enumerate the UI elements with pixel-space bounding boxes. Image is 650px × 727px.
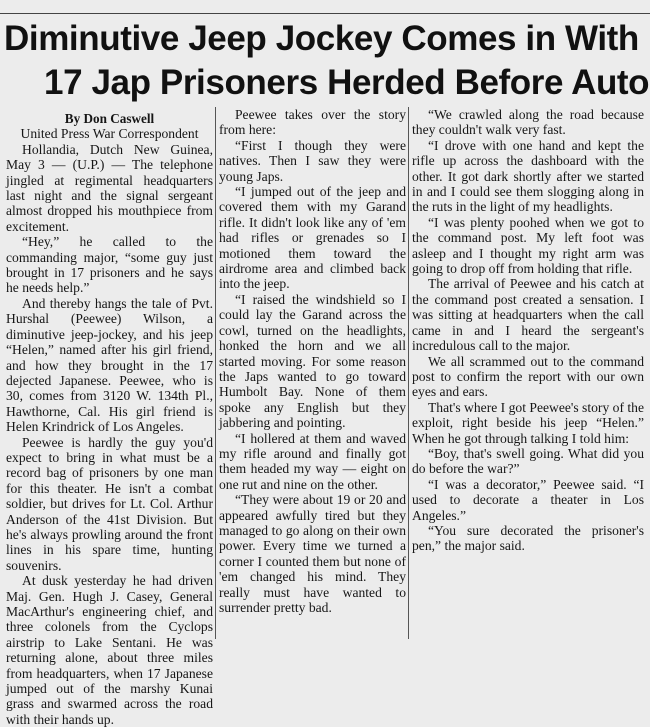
paragraph: “We crawled along the road because they couldn't walk very fast. — [412, 107, 644, 138]
article-column-2 — [219, 107, 406, 639]
paragraph: “I hollered at them and waved my rifle around and finally got them headed my way — eight on one rut and nine on the other. — [219, 430, 406, 492]
paragraph: “I raised the windshield so I could lay the Garand across the cowl, turned on the headlights, honked the horn and we all started moving. For some reason the Japs wanted to go toward Humbolt Bay. None of them spoke any English but they jabbering and pointing. — [219, 291, 406, 431]
column-divider — [408, 107, 409, 639]
paragraph: “First I though they were natives. Then I saw they were young Japs. — [219, 137, 406, 184]
headline-line-1: Diminutive Jeep Jockey Comes in With — [4, 19, 639, 58]
article-column-3 — [412, 107, 644, 639]
paragraph: “I was a decorator,” Peewee said. “I used to decorate a theater in Los Angeles.” — [412, 476, 644, 523]
article-column-1 — [6, 107, 213, 727]
byline: By Don Caswell — [64, 111, 155, 126]
paragraph: Hollandia, Dutch New Guinea, May 3 — (U.P.) — The telephone jingled at regimental headquarters last night and the signal sergeant almost dropped his mouthpiece from excitement. — [6, 141, 213, 234]
paragraph: Peewee takes over the story from here: — [219, 107, 406, 138]
article-body — [0, 107, 650, 727]
paragraph: At dusk yesterday he had driven Maj. Gen. Hugh J. Casey, General MacArthur's engineering chief, and three colonels from the Cyclops airstrip to Lake Sentani. He was returning alone, about three miles from headquarters, when 17 Japanese jumped out of the marshy Kunai grass and swarmed across the road with their hands up. — [6, 573, 213, 727]
column-divider — [215, 107, 216, 639]
paragraph: The arrival of Peewee and his catch at the command post created a sensation. I was sitting at headquarters when the call came in and I heard the sergeant's incredulous call to the major. — [412, 276, 644, 354]
paragraph: “Hey,” he called to the commanding major, “some guy just brought in 17 prisoners and he says he needs help.” — [6, 234, 213, 296]
paragraph: We all scrammed out to the command post to confirm the report with our own eyes and ears. — [412, 353, 644, 400]
paragraph: “I jumped out of the jeep and covered them with my Garand rifle. It didn't look like any of 'em had rifles or grenades so I motioned them toward the airdrome area and climbed back into the jeep. — [219, 184, 406, 292]
paragraph: “They were about 19 or 20 and appeared awfully tired but they managed to go along on their own power. Every time we turned a corner I counted them but none of 'em changed his mind. They really must have wanted to surrender pretty bad. — [219, 492, 406, 615]
headline-line-2: 17 Jap Prisoners Herded Before Auto — [44, 63, 650, 102]
headline — [0, 17, 650, 105]
paragraph: That's where I got Peewee's story of the exploit, right beside his jeep “Helen.” When he got through talking I told him: — [412, 399, 644, 446]
paragraph: “I drove with one hand and kept the rifle up across the dashboard with the other. It got dark shortly after we started in and I could see them slogging along in the ruts in the light of my headlights. — [412, 137, 644, 215]
agency-credit: United Press War Correspondent — [20, 126, 199, 142]
paragraph: “I was plenty poohed when we got to the command post. My left foot was asleep and I thought my right arm was going to drop off from holding that rifle. — [412, 214, 644, 277]
masthead-strip — [0, 0, 650, 14]
paragraph: And thereby hangs the tale of Pvt. Hurshal (Peewee) Wilson, a diminutive jeep-jockey, and his jeep “Helen,” named after his girl friend, and how they brought in the 17 dejected Japanese. Peewee, who is 30, comes from 3120 W. 134th Pl., Hawthorne, Cal. His girl friend is Helen Krindrick of Los Angeles. — [6, 295, 213, 435]
paragraph: “Boy, that's swell going. What did you do before the war?” — [412, 445, 644, 477]
paragraph: “You sure decorated the prisoner's pen,” the major said. — [412, 522, 644, 554]
paragraph: Peewee is hardly the guy you'd expect to bring in what must be a record bag of prisoners by one man for this theater. He isn't a combat soldier, but drives for Lt. Col. Arthur Anderson of the 41st Division. But he's always prowling around the front lines in his spare time, hunting souvenirs. — [6, 434, 213, 573]
